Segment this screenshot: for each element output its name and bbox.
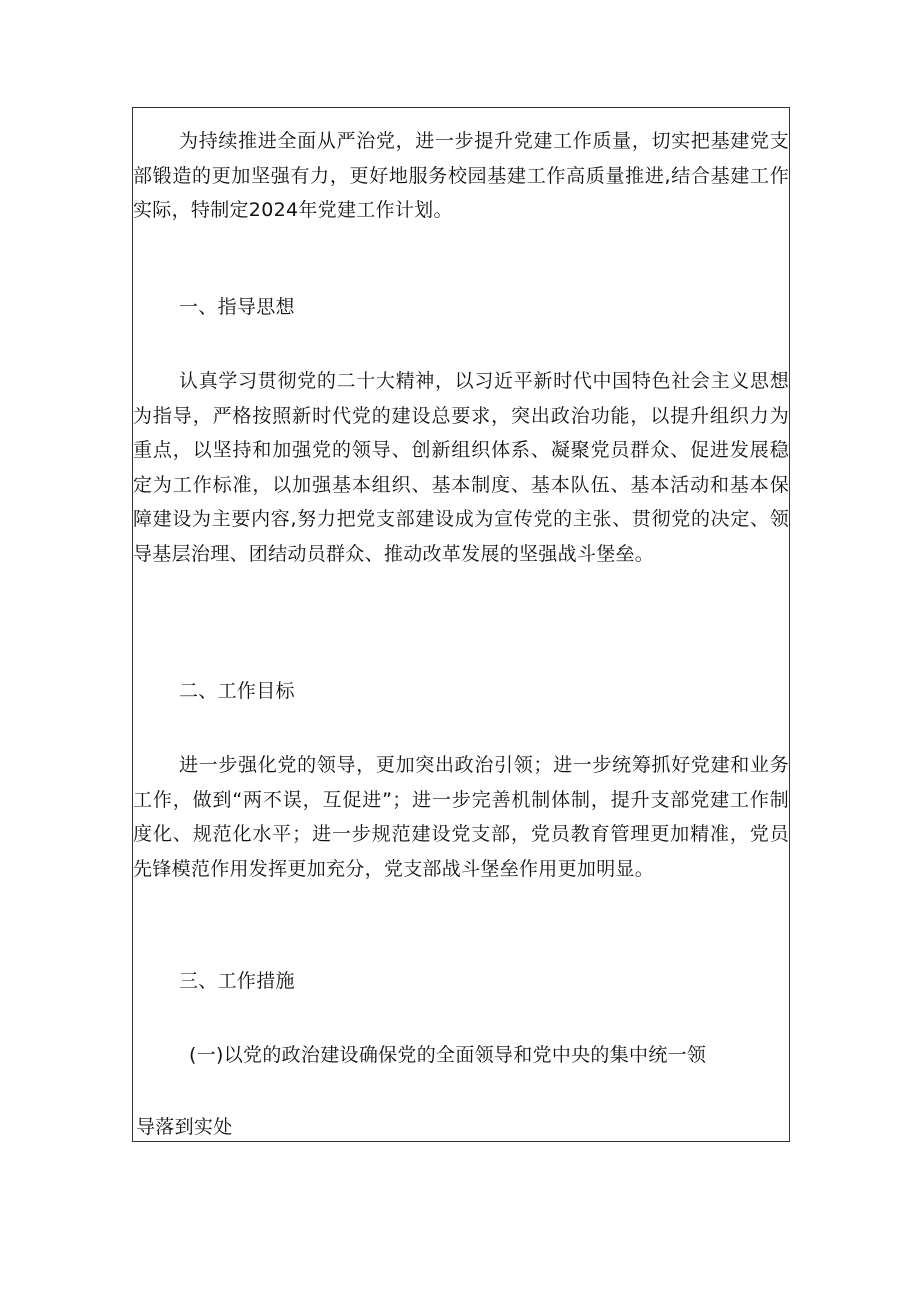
subsection-heading-line2: 导落到实处: [136, 1116, 233, 1138]
section-heading-guiding-thought: 一、指导思想: [179, 296, 295, 318]
work-goals-paragraph: 进一步强化党的领导，更加突出政治引领；进一步统筹抓好党建和业务工作，做到“两不误，互促进”；进一步完善机制体制，提升支部党建工作制度化、规范化水平；进一步规范建设党支部，党员教育管理更加精准，党员先锋模范作用发挥更加充分，党支部战斗堡垒作用更加明显。: [133, 754, 789, 880]
section-heading-work-goals: 二、工作目标: [179, 680, 295, 702]
guiding-thought-paragraph: 认真学习贯彻党的二十大精神，以习近平新时代中国特色社会主义思想为指导，严格按照新时代党的建设总要求，突出政治功能，以提升组织力为重点，以坚持和加强党的领导、创新组织体系、凝聚党员群众、促进发展稳定为工作标准，以加强基本组织、基本制度、基本队伍、基本活动和基本保障建设为主要内容,努力把党支部建设成为宣传党的主张、贯彻党的决定、领导基层治理、团结动员群众、推动改革发展的坚强战斗堡垒。: [133, 370, 789, 565]
section-heading-work-measures: 三、工作措施: [179, 970, 295, 992]
intro-paragraph: 为持续推进全面从严治党，进一步提升党建工作质量，切实把基建党支部锻造的更加坚强有力，更好地服务校园基建工作高质量推进,结合基建工作实际，特制定2024年党建工作计划。: [133, 130, 789, 221]
subsection-heading-line1: (一)以党的政治建设确保党的全面领导和党中央的集中统一领: [189, 1044, 707, 1066]
